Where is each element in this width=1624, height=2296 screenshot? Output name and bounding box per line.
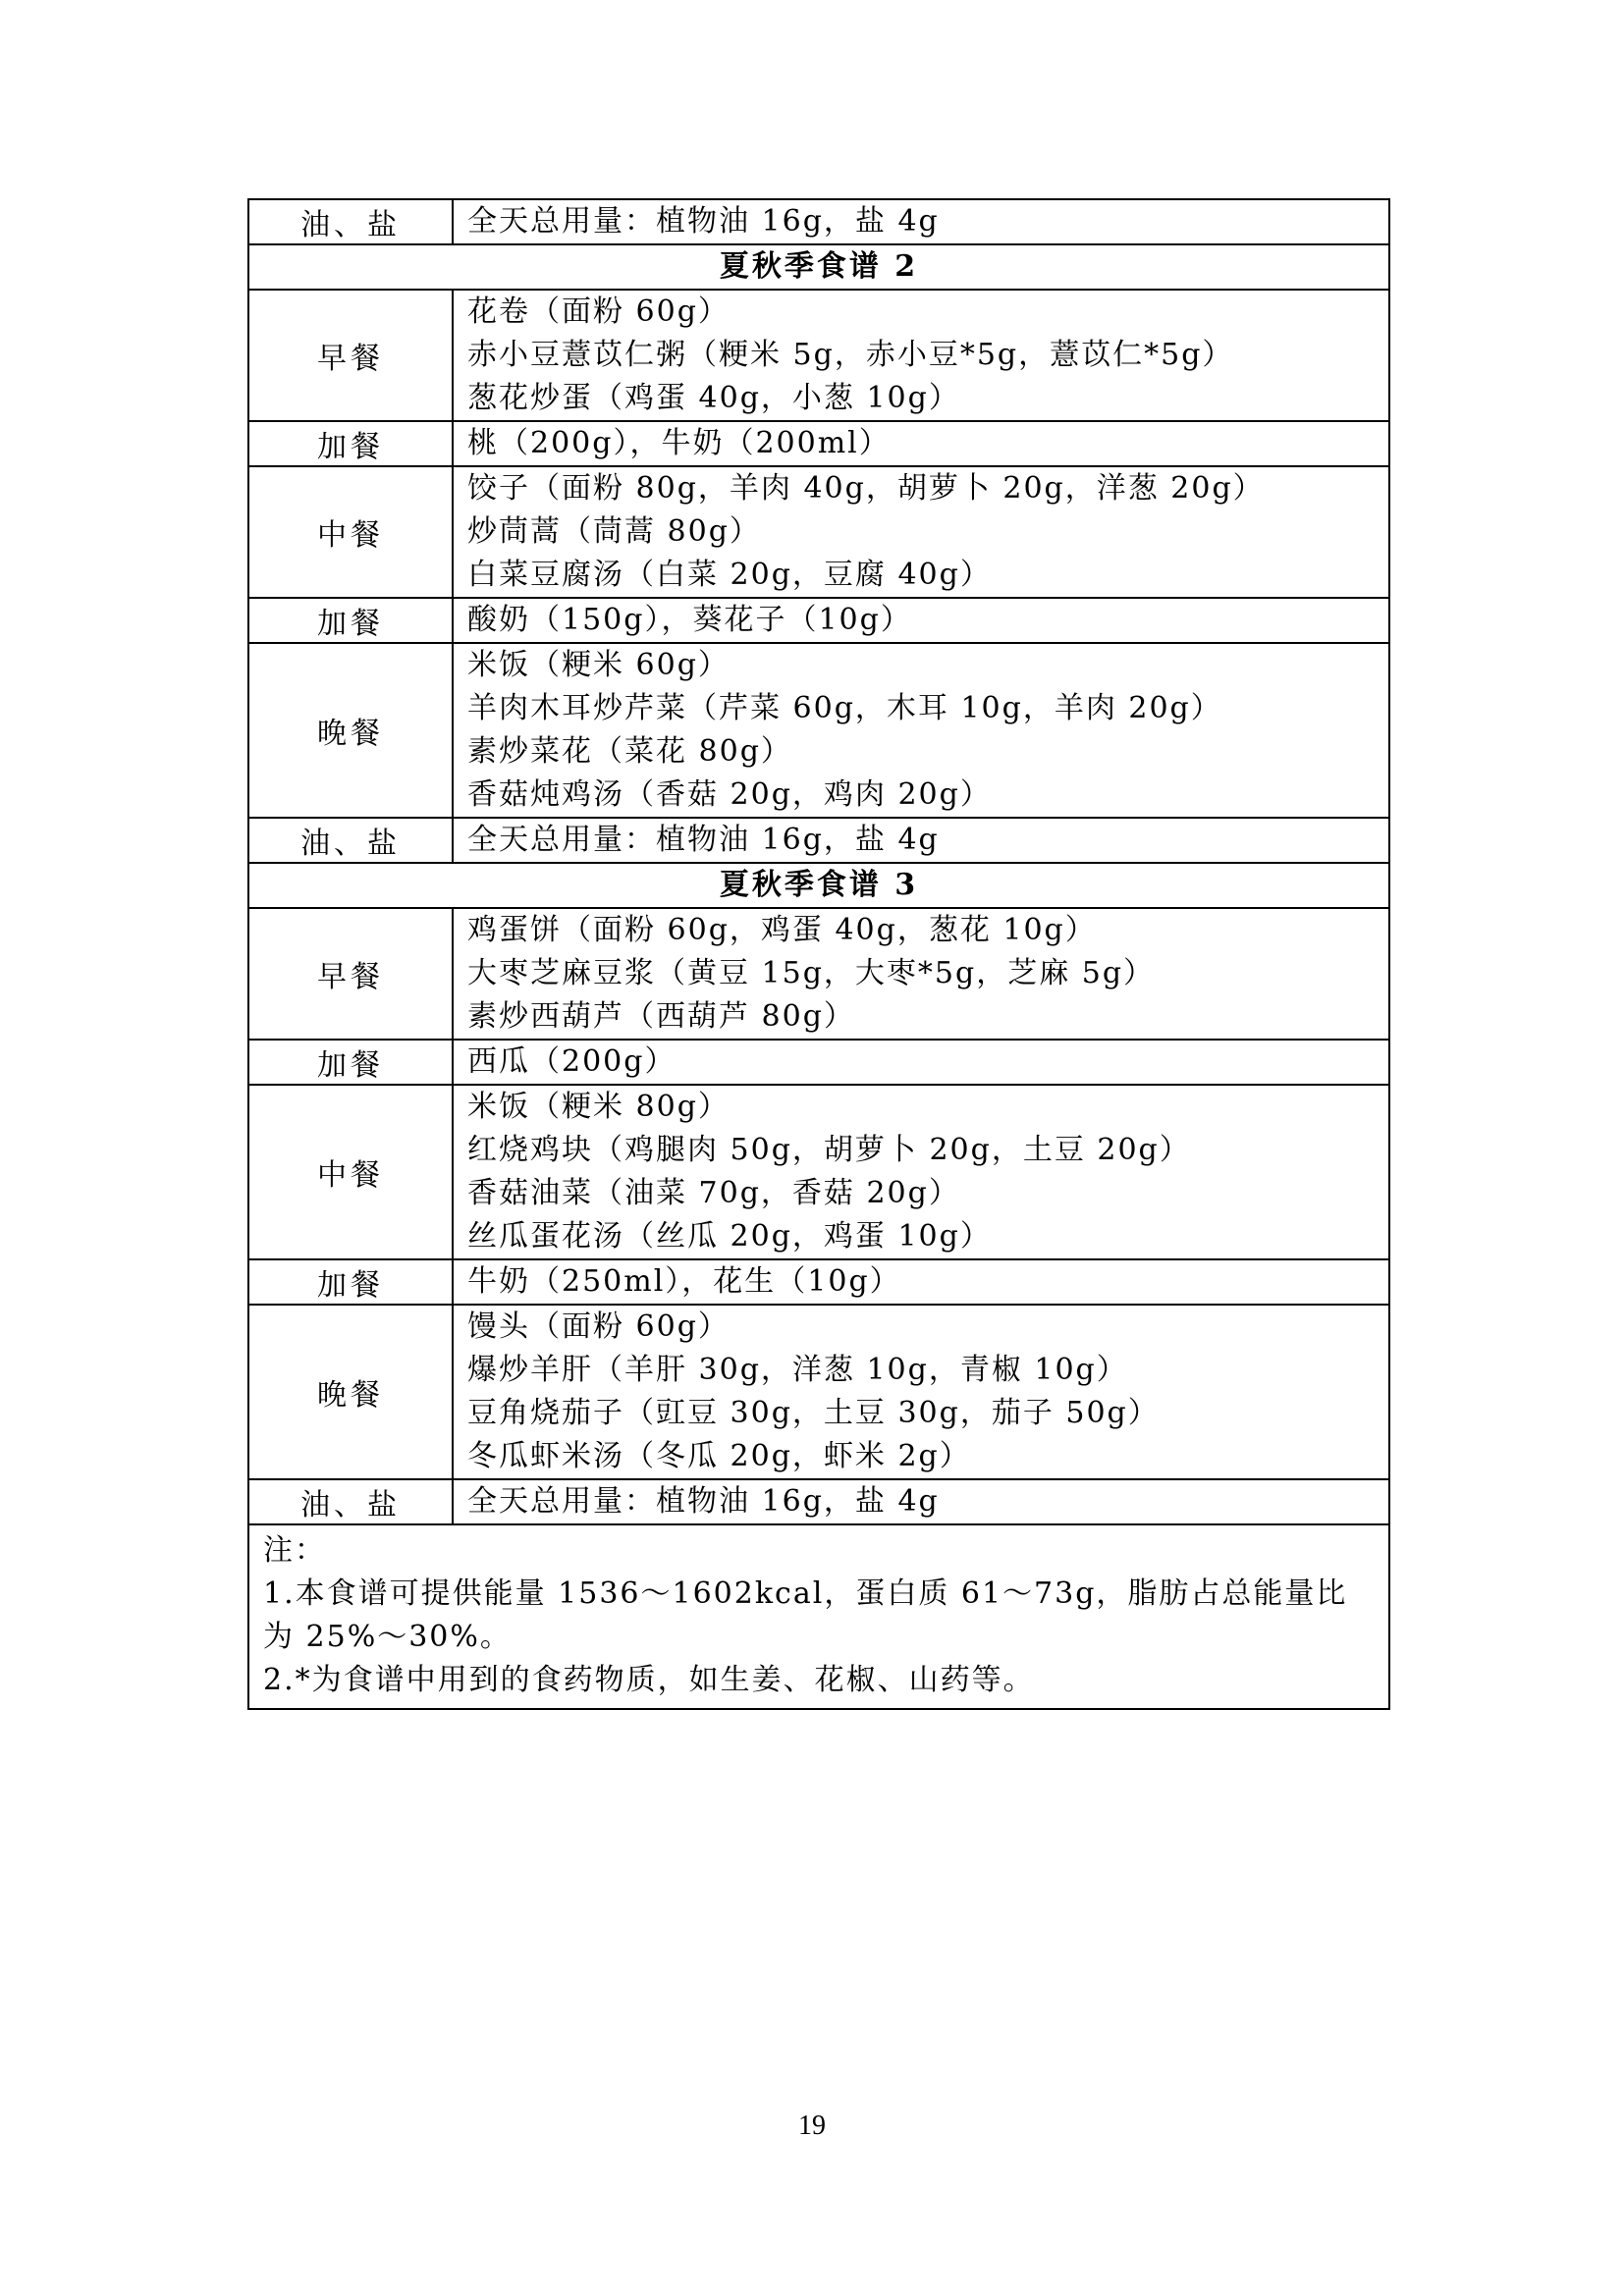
meal-name: 加餐 [248, 1040, 453, 1085]
meal-row [248, 421, 1389, 466]
meal-name: 油、盐 [248, 1479, 453, 1524]
food-item: 羊肉木耳炒芹菜（芹菜 60g，木耳 10g，羊肉 20g） [467, 691, 1222, 725]
food-item: 饺子（面粉 80g，羊肉 40g，胡萝卜 20g，洋葱 20g） [467, 471, 1265, 506]
food-item: 馒头（面粉 60g） [467, 1309, 730, 1344]
food-item: 爆炒羊肝（羊肝 30g，洋葱 10g，青椒 10g） [467, 1353, 1128, 1387]
food-item: 素炒西葫芦（西葫芦 80g） [467, 999, 855, 1034]
notes-cell [248, 1524, 1389, 1709]
meal-row [248, 818, 1389, 863]
meal-name: 晚餐 [248, 643, 453, 818]
meal-row [248, 1305, 1389, 1479]
food-list [453, 1085, 1389, 1259]
food-list [453, 908, 1389, 1040]
food-list [453, 1479, 1389, 1524]
food-item: 素炒菜花（菜花 80g） [467, 734, 792, 769]
food-item: 米饭（粳米 60g） [467, 648, 730, 682]
food-item: 丝瓜蛋花汤（丝瓜 20g，鸡蛋 10g） [467, 1219, 992, 1254]
food-list [453, 643, 1389, 818]
food-item: 红烧鸡块（鸡腿肉 50g，胡萝卜 20g，土豆 20g） [467, 1133, 1191, 1167]
section-header-row [248, 863, 1389, 908]
meal-name: 晚餐 [248, 1305, 453, 1479]
food-item: 香菇炖鸡汤（香菇 20g，鸡肉 20g） [467, 777, 992, 812]
food-list [453, 466, 1389, 598]
meal-row [248, 598, 1389, 643]
meal-row [248, 1259, 1389, 1305]
meal-name: 油、盐 [248, 818, 453, 863]
meal-row [248, 1479, 1389, 1524]
meal-name: 中餐 [248, 466, 453, 598]
notes-body [248, 1524, 1389, 1709]
food-item: 鸡蛋饼（面粉 60g，鸡蛋 40g，葱花 10g） [467, 913, 1097, 947]
food-item: 全天总用量：植物油 16g，盐 4g [467, 823, 940, 857]
food-list [453, 1259, 1389, 1305]
food-item: 牛奶（250ml），花生（10g） [467, 1264, 901, 1299]
food-list [453, 199, 1389, 244]
food-item: 酸奶（150g），葵花子（10g） [467, 603, 912, 637]
meal-row [248, 643, 1389, 818]
meal-row [248, 466, 1389, 598]
food-item: 炒茼蒿（茼蒿 80g） [467, 514, 761, 549]
food-item: 葱花炒蛋（鸡蛋 40g，小葱 10g） [467, 381, 960, 415]
food-item: 香菇油菜（油菜 70g，香菇 20g） [467, 1176, 960, 1210]
food-list [453, 1040, 1389, 1085]
food-list [453, 290, 1389, 421]
notes-row [248, 1524, 1389, 1709]
food-item: 桃（200g），牛奶（200ml） [467, 426, 891, 460]
meal-name: 油、盐 [248, 199, 453, 244]
food-item: 全天总用量：植物油 16g，盐 4g [467, 1484, 940, 1519]
meal-row [248, 1085, 1389, 1259]
food-item: 全天总用量：植物油 16g，盐 4g [467, 204, 940, 239]
menu-table-body [248, 199, 1389, 1524]
food-item: 白菜豆腐汤（白菜 20g，豆腐 40g） [467, 558, 992, 592]
food-item: 大枣芝麻豆浆（黄豆 15g，大枣*5g，芝麻 5g） [467, 956, 1156, 990]
section-title: 夏秋季食谱 2 [248, 244, 1389, 290]
food-item: 米饭（粳米 80g） [467, 1090, 730, 1124]
note-item: 2.*为食谱中用到的食药物质，如生姜、花椒、山药等。 [263, 1663, 1035, 1697]
food-list [453, 1305, 1389, 1479]
note-item: 1.本食谱可提供能量 1536～1602kcal，蛋白质 61～73g，脂肪占总能量比为 25%～30%。 [263, 1576, 1348, 1654]
food-list [453, 421, 1389, 466]
food-list [453, 598, 1389, 643]
meal-row [248, 908, 1389, 1040]
menu-table [247, 198, 1390, 1710]
meal-name: 加餐 [248, 598, 453, 643]
food-list [453, 818, 1389, 863]
meal-name: 早餐 [248, 908, 453, 1040]
notes-heading: 注： [263, 1533, 326, 1568]
meal-row [248, 199, 1389, 244]
section-title: 夏秋季食谱 3 [248, 863, 1389, 908]
food-item: 赤小豆薏苡仁粥（粳米 5g，赤小豆*5g，薏苡仁*5g） [467, 338, 1234, 372]
meal-row [248, 290, 1389, 421]
meal-name: 加餐 [248, 421, 453, 466]
section-header-row [248, 244, 1389, 290]
meal-name: 加餐 [248, 1259, 453, 1305]
food-item: 豆角烧茄子（豇豆 30g，土豆 30g，茄子 50g） [467, 1396, 1160, 1430]
food-item: 花卷（面粉 60g） [467, 294, 730, 329]
page-number: 19 [798, 2110, 826, 2141]
meal-name: 早餐 [248, 290, 453, 421]
food-item: 冬瓜虾米汤（冬瓜 20g，虾米 2g） [467, 1439, 971, 1473]
meal-row [248, 1040, 1389, 1085]
food-item: 西瓜（200g） [467, 1044, 677, 1079]
meal-name: 中餐 [248, 1085, 453, 1259]
